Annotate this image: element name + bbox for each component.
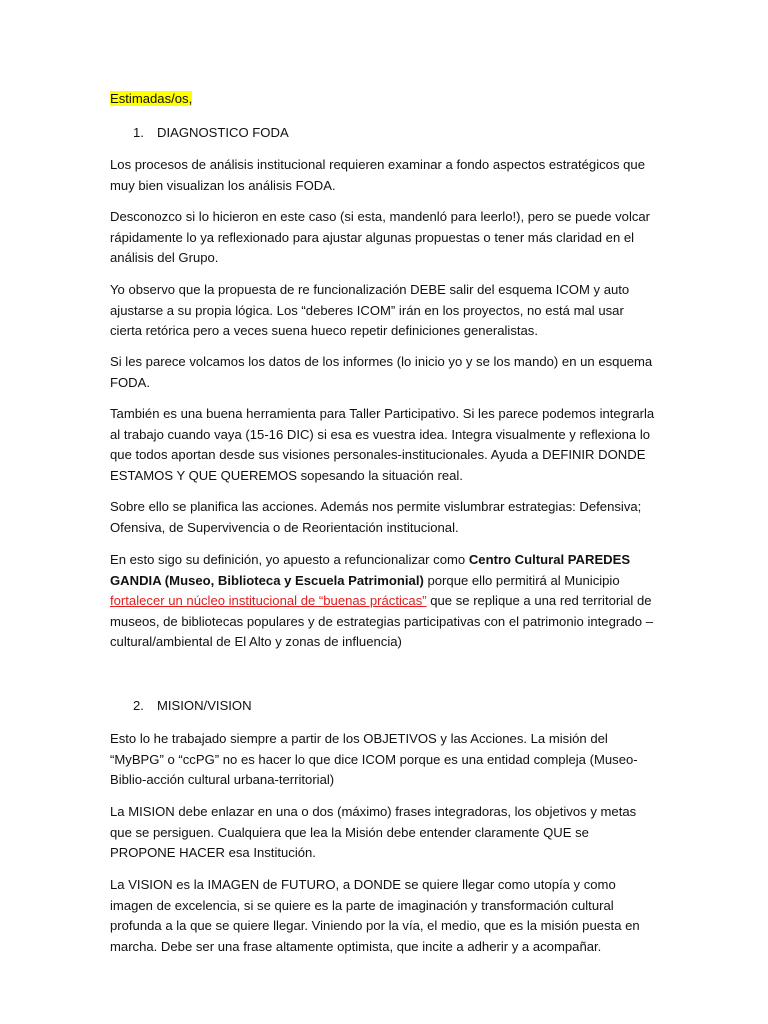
greeting: [110, 89, 658, 110]
paragraph-foda-intro: Los procesos de análisis institucional requieren examinar a fondo aspectos estratégicos que muy bien visualizan los análisis FODA.: [110, 157, 645, 193]
proposal-middle: porque ello permitirá al Municipio: [423, 572, 620, 588]
section-1-heading: [133, 123, 289, 144]
paragraph-objectives: Esto lo he trabajado siempre a partir de los OBJETIVOS y las Acciones. La misión del “MyBPG” o “ccPG” no es hacer lo que dice ICOM porque es una entidad compleja (Museo-Biblio-acción cultural urbana-territorial): [110, 731, 638, 788]
paragraph-foda-unknown: Desconozco si lo hicieron en este caso (si esta, mandenló para leerlo!), pero se puede volcar rápidamente lo ya reflexionado para ajustar algunas propuestas o tener más claridad en el análisis del Grupo.: [110, 209, 651, 266]
paragraph-mission: La MISION debe enlazar en una o dos (máximo) frases integradoras, los objetivos y metas que se persiguen. Cualquiera que lea la Misión debe entender claramente QUE se PROPONE HACER esa Institución.: [110, 804, 637, 861]
paragraph-strategies: Sobre ello se planifica las acciones. Además nos permite vislumbrar estrategias: Defensiva; Ofensiva, de Supervivencia o de Reorientación institucional.: [110, 499, 642, 535]
greeting-highlight: Estimadas/os,: [110, 91, 193, 106]
proposal-center-name: Centro Cultural PAREDES GANDIA (Museo, Biblioteca y Escuela Patrimonial): [110, 552, 631, 588]
paragraph-data-dump: Si les parece volcamos los datos de los informes (lo inicio yo y se los mando) en un esquema FODA.: [110, 354, 653, 390]
section-2-number: 2.: [133, 698, 144, 713]
paragraph-vision: La VISION es la IMAGEN de FUTURO, a DONDE se quiere llegar como utopía y como imagen de excelencia, si se quiere es la parte de imaginación y transformación cultural profunda a la que se quiere llegar. Viniendo por la vía, el medio, que es la misión puesta en marcha. Debe ser una frase altamente optimista, que incite a adherir y a acompañar.: [110, 877, 640, 954]
section-1-number: 1.: [133, 125, 144, 140]
proposal-intro: En esto sigo su definición, yo apuesto a refuncionalizar como: [110, 552, 469, 567]
section-2-heading: [133, 696, 252, 717]
section-1-title: DIAGNOSTICO FODA: [157, 125, 289, 140]
proposal-end: que se replique a una red territorial de museos, de bibliotecas populares y de estrategias participativas con el patrimonio integrado – cultural/ambiental de El Alto y zonas de influencia): [110, 593, 653, 650]
paragraph-refunctionalization: Yo observo que la propuesta de re funcionalización DEBE salir del esquema ICOM y auto ajustarse a su propia lógica. Los “deberes ICOM” irán en los proyectos, no está mal usar cierta retórica pero a veces suena hueco repetir definiciones generalistas.: [110, 282, 630, 339]
paragraph-proposal: [110, 550, 658, 653]
good-practices-link[interactable]: fortalecer un núcleo institucional de “buenas prácticas”: [110, 593, 427, 609]
section-2-title: MISION/VISION: [157, 698, 252, 713]
paragraph-workshop: También es una buena herramienta para Taller Participativo. Si les parece podemos integrarla al trabajo cuando vaya (15-16 DIC) si esa es vuestra idea. Integra visualmente y reflexiona lo que todos aportan desde sus visiones personales-institucionales. Ayuda a DEFINIR DONDE ESTAMOS Y QUE QUEREMOS sopesando la situación real.: [110, 406, 655, 483]
